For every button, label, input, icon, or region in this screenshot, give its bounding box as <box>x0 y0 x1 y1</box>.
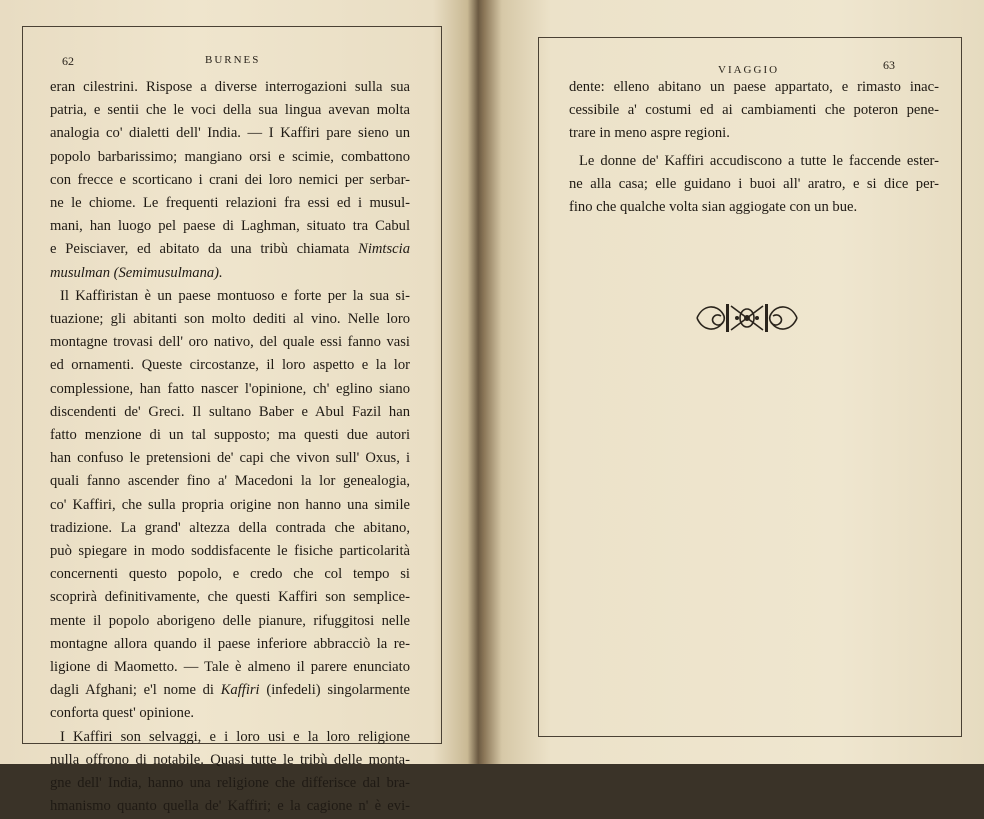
text-line: nulla offrono di notabile. Quasi tutte le tribù delle monta- <box>50 751 410 768</box>
text-line: montagne allora quando il paese inferiore abbracciò la re- <box>50 635 410 652</box>
text-line: complessione, han fatto nascer l'opinione, ch' eglino siano <box>50 380 410 397</box>
text-line: quali fanno ascender fino a' Macedoni la lor genealogia, <box>50 473 410 490</box>
text-line: I Kaffiri son selvaggi, e i loro usi e la loro religione <box>60 728 410 745</box>
text-line: trare in meno aspre regioni. <box>569 125 730 142</box>
text-line: co' Kaffiri, che sulla propria origine non hanno una simile <box>50 496 410 513</box>
text-line: tradizione. La grand' altezza della contrada che abitano, <box>50 519 410 536</box>
running-head: VIAGGIO <box>718 64 780 76</box>
text-line: eran cilestrini. Rispose a diverse interrogazioni sulla sua <box>50 79 410 95</box>
text-fragment: e Peisciaver, ed abitato da una tribù chiamata <box>50 241 350 258</box>
page-header <box>0 54 470 72</box>
right-page <box>490 0 984 764</box>
text-line: hmanismo quanto quella de' Kaffiri; e la cagione n' è evi- <box>50 798 410 815</box>
text-line: dente: elleno abitano un paese appartato, e rimasto inac- <box>569 79 939 95</box>
text-fragment: dagli Afghani; e'l nome di <box>50 682 214 699</box>
text-line: ligione di Maometto. — Tale è almeno il parere enunciato <box>50 659 410 676</box>
text-line: ne le chiome. Le frequenti relazioni fra essi ed i musul- <box>50 195 410 212</box>
text-line: cessibile a' costumi ed ai cambiamenti che poteron pene- <box>569 102 939 119</box>
text-fragment: musulman (Semimusulmana). <box>50 264 223 281</box>
page-number: 62 <box>62 54 74 68</box>
left-page <box>0 0 470 815</box>
text-line: mani, han luogo pel paese di Laghman, situato tra Cabul <box>50 218 410 235</box>
text-fragment: (infedeli) singolarmente <box>266 682 410 699</box>
text-line: han confuso le pretensioni de' capi che vivon sull' Oxus, i <box>50 450 410 467</box>
text-line: scoprirà definitivamente, che questi Kaffiri son semplice- <box>50 589 410 606</box>
text-line <box>50 238 410 261</box>
text-line: ne alla casa; elle guidano i buoi all' aratro, e si dice per- <box>569 175 939 192</box>
text-line: conforta quest' opinione. <box>50 705 195 722</box>
text-line: patria, e sentii che le voci della sua lingua avevan molta <box>50 102 410 119</box>
body-text <box>569 76 939 219</box>
body-text <box>50 76 410 819</box>
text-line: può spiegare in modo soddisfacente le fisiche particolarità <box>50 543 410 560</box>
text-line: fino che qualche volta sian aggiogate con un bue. <box>569 199 858 216</box>
text-line: tuazione; gli abitanti son molto dediti al vino. Nelle loro <box>50 311 410 328</box>
text-line: popolo barbarissimo; mangiano orsi e scimie, combattono <box>50 148 410 165</box>
text-line <box>50 262 410 285</box>
text-line <box>50 679 410 702</box>
text-line: con frecce e scorticano i crani dei loro nemici per serbar- <box>50 171 410 188</box>
text-line: ed ornamenti. Queste circostanze, il loro aspetto e la lor <box>50 357 410 374</box>
italic-tribe-name: Nimtscia <box>358 241 410 258</box>
text-line: concernenti questo popolo, e credo che col tempo si <box>50 566 410 583</box>
italic-kaffiri: Kaffiri <box>220 682 260 699</box>
page-number: 63 <box>883 58 895 72</box>
running-head: BURNES <box>205 54 261 66</box>
decorative-tailpiece-icon <box>693 300 801 336</box>
text-line: Il Kaffiristan è un paese montuoso e forte per la sua si- <box>60 287 410 304</box>
text-line: analogia co' dialetti dell' India. — I Kaffiri pare sieno un <box>50 125 410 142</box>
text-line: discendenti de' Greci. Il sultano Baber e Abul Fazil han <box>50 403 410 420</box>
text-line: fatto menzione di un tal supposto; ma questi due autori <box>50 427 410 444</box>
text-line: gne dell' India, hanno una religione che differisce dal bra- <box>50 775 410 792</box>
text-line: mente il popolo aborigeno delle pianure, rifuggitosi nelle <box>50 612 410 629</box>
text-line: Le donne de' Kaffiri accudiscono a tutte le faccende ester- <box>579 152 939 169</box>
text-line: montagne trovasi dell' oro nativo, del quale essi fanno vasi <box>50 334 410 351</box>
